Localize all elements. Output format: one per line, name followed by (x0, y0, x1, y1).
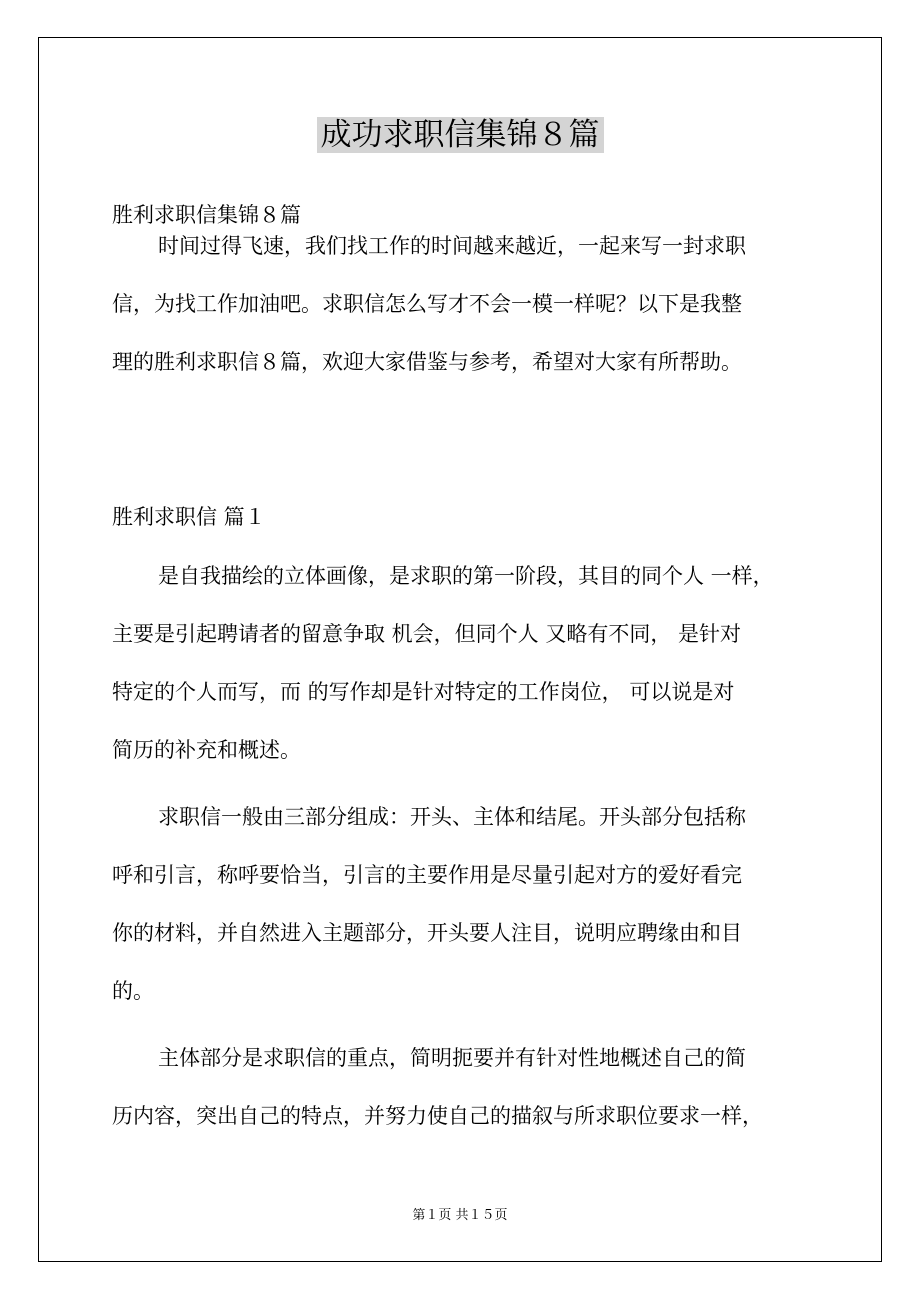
paragraph-line: 你的材料，并自然进入主题部分，开头要人注目，说明应聘缘由和目 (112, 921, 742, 945)
body-paragraph-2 (112, 788, 812, 1020)
paragraph-line: 信，为找工作加油吧。求职信怎么写才不会一模一样呢？以下是我整 (112, 292, 742, 316)
document-subtitle: 胜利求职信集锦８篇 (112, 203, 301, 227)
paragraph-line: 主体部分是求职信的重点，简明扼要并有针对性地概述自己的简 (158, 1046, 746, 1070)
document-title-text: 成功求职信集锦８篇 (317, 117, 604, 153)
page-footer: 第１页 共１５页 (412, 1208, 508, 1223)
paragraph-line: 呼和引言，称呼要恰当，引言的主要作用是尽量引起对方的爱好看完 (112, 863, 742, 887)
paragraph-line: 主要是引起聘请者的留意争取 机会，但同个人 又略有不同， 是针对 (112, 622, 742, 646)
paragraph-line: 简历的补充和概述。 (112, 738, 301, 762)
document-title (0, 112, 920, 158)
paragraph-line: 特定的个人而写，而 的写作却是针对特定的工作岗位， 可以说是对 (112, 680, 735, 704)
paragraph-line: 求职信一般由三部分组成：开头、主体和结尾。开头部分包括称 (158, 805, 746, 829)
paragraph-line: 是自我描绘的立体画像，是求职的第一阶段，其目的同个人 一样， (158, 564, 774, 588)
section-heading: 胜利求职信 篇１ (112, 505, 266, 529)
paragraph-line: 的。 (112, 979, 154, 1003)
body-paragraph-1 (112, 547, 812, 779)
paragraph-line: 历内容，突出自己的特点，并努力使自己的描叙与所求职位要求一样， (112, 1104, 763, 1128)
paragraph-line: 理的胜利求职信８篇，欢迎大家借鉴与参考，希望对大家有所帮助。 (112, 350, 742, 374)
paragraph-line: 时间过得飞速，我们找工作的时间越来越近，一起来写一封求职 (158, 234, 746, 258)
body-paragraph-3 (112, 1029, 812, 1145)
intro-paragraph (112, 217, 812, 391)
